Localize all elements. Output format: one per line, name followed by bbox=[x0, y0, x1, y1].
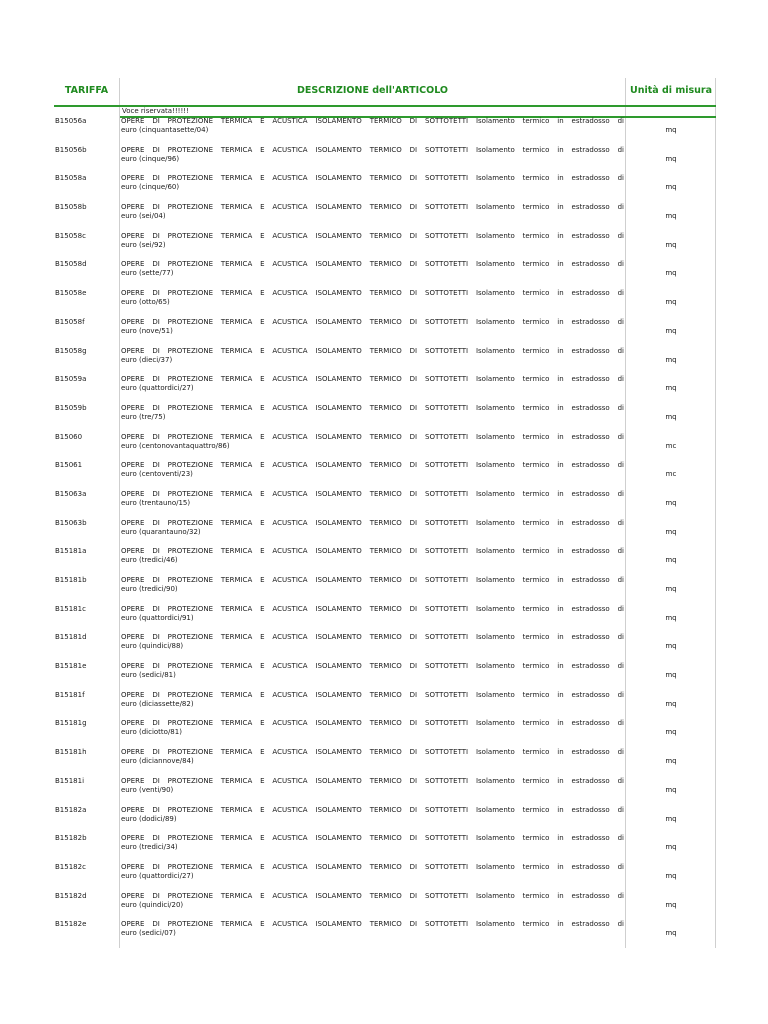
row-price-text: euro (centoventi/23) bbox=[121, 470, 193, 479]
table-row bbox=[54, 891, 716, 920]
row-description-text: OPERE DI PROTEZIONE TERMICA E ACUSTICA ISOLAMENTO TERMICO DI SOTTOTETTI Isolamento termico in estradosso di bbox=[121, 203, 624, 212]
row-price-text: euro (venti/90) bbox=[121, 785, 174, 794]
table-row bbox=[54, 145, 716, 174]
row-description-text: OPERE DI PROTEZIONE TERMICA E ACUSTICA ISOLAMENTO TERMICO DI SOTTOTETTI Isolamento termico in estradosso di bbox=[121, 518, 624, 527]
row-price-text: euro (otto/65) bbox=[121, 298, 170, 307]
row-code: B15181i bbox=[55, 776, 85, 785]
row-description bbox=[121, 576, 624, 594]
row-price-text: euro (quattordici/27) bbox=[121, 384, 194, 393]
row-unit: mq bbox=[665, 183, 677, 192]
row-description bbox=[121, 461, 624, 479]
row-price-text: euro (diciassette/82) bbox=[121, 699, 194, 708]
row-description-text: OPERE DI PROTEZIONE TERMICA E ACUSTICA ISOLAMENTO TERMICO DI SOTTOTETTI Isolamento termico in estradosso di bbox=[121, 174, 624, 183]
row-description-text: OPERE DI PROTEZIONE TERMICA E ACUSTICA ISOLAMENTO TERMICO DI SOTTOTETTI Isolamento termico in estradosso di bbox=[121, 719, 624, 728]
row-description-text: OPERE DI PROTEZIONE TERMICA E ACUSTICA ISOLAMENTO TERMICO DI SOTTOTETTI Isolamento termico in estradosso di bbox=[121, 776, 624, 785]
row-description-text: OPERE DI PROTEZIONE TERMICA E ACUSTICA ISOLAMENTO TERMICO DI SOTTOTETTI Isolamento termico in estradosso di bbox=[121, 117, 624, 125]
row-description bbox=[121, 203, 624, 221]
row-unit: mq bbox=[665, 384, 677, 393]
row-code: B15058a bbox=[55, 174, 87, 183]
row-price-text: euro (tredici/34) bbox=[121, 843, 178, 852]
row-code: B15181e bbox=[55, 662, 87, 671]
row-price-text: euro (nove/51) bbox=[121, 326, 173, 335]
row-unit: mq bbox=[665, 355, 677, 364]
table-row bbox=[54, 231, 716, 260]
row-code: B15056b bbox=[55, 145, 87, 154]
table-row bbox=[54, 432, 716, 461]
table-row bbox=[54, 116, 716, 145]
row-description-text: OPERE DI PROTEZIONE TERMICA E ACUSTICA ISOLAMENTO TERMICO DI SOTTOTETTI Isolamento termico in estradosso di bbox=[121, 604, 624, 613]
table-row bbox=[54, 403, 716, 432]
row-price-text: euro (sei/04) bbox=[121, 212, 166, 221]
row-description-text: OPERE DI PROTEZIONE TERMICA E ACUSTICA ISOLAMENTO TERMICO DI SOTTOTETTI Isolamento termico in estradosso di bbox=[121, 576, 624, 584]
row-description-text: OPERE DI PROTEZIONE TERMICA E ACUSTICA ISOLAMENTO TERMICO DI SOTTOTETTI Isolamento termico in estradosso di bbox=[121, 690, 624, 699]
row-description bbox=[121, 892, 624, 910]
row-description-text: OPERE DI PROTEZIONE TERMICA E ACUSTICA ISOLAMENTO TERMICO DI SOTTOTETTI Isolamento termico in estradosso di bbox=[121, 317, 624, 326]
row-code: B15059b bbox=[55, 403, 87, 412]
row-code: B15058g bbox=[55, 346, 87, 355]
row-code: B15056a bbox=[55, 117, 87, 125]
table-row bbox=[54, 518, 716, 547]
row-description-text: OPERE DI PROTEZIONE TERMICA E ACUSTICA ISOLAMENTO TERMICO DI SOTTOTETTI Isolamento termico in estradosso di bbox=[121, 403, 624, 412]
row-price-text: euro (cinque/96) bbox=[121, 154, 180, 163]
row-unit: mq bbox=[665, 498, 677, 507]
table-row bbox=[54, 862, 716, 891]
row-unit: mq bbox=[665, 212, 677, 221]
row-unit: mq bbox=[665, 929, 677, 938]
row-unit: mq bbox=[665, 269, 677, 278]
row-price-text: euro (diciannove/84) bbox=[121, 757, 194, 766]
row-code: B15059a bbox=[55, 375, 87, 384]
table-header bbox=[54, 78, 716, 106]
row-description-text: OPERE DI PROTEZIONE TERMICA E ACUSTICA ISOLAMENTO TERMICO DI SOTTOTETTI Isolamento termico in estradosso di bbox=[121, 920, 624, 929]
row-price-text: euro (cinquantasette/04) bbox=[121, 126, 209, 134]
table-row bbox=[54, 202, 716, 231]
table-row bbox=[54, 718, 716, 747]
table-row bbox=[54, 460, 716, 489]
row-unit: mq bbox=[665, 785, 677, 794]
row-description bbox=[121, 863, 624, 881]
row-description bbox=[121, 318, 624, 336]
row-unit: mq bbox=[665, 843, 677, 852]
row-unit: mq bbox=[665, 871, 677, 880]
row-description bbox=[121, 633, 624, 651]
row-description-text: OPERE DI PROTEZIONE TERMICA E ACUSTICA ISOLAMENTO TERMICO DI SOTTOTETTI Isolamento termico in estradosso di bbox=[121, 289, 624, 298]
row-unit: mq bbox=[665, 240, 677, 249]
row-description-text: OPERE DI PROTEZIONE TERMICA E ACUSTICA ISOLAMENTO TERMICO DI SOTTOTETTI Isolamento termico in estradosso di bbox=[121, 432, 624, 441]
row-code: B15058e bbox=[55, 289, 87, 298]
row-price-text: euro (sedici/81) bbox=[121, 671, 176, 680]
table-row bbox=[54, 919, 716, 948]
row-unit: mq bbox=[665, 728, 677, 737]
table-row bbox=[54, 288, 716, 317]
row-description bbox=[121, 662, 624, 680]
row-unit: mq bbox=[665, 126, 677, 134]
row-price-text: euro (trentauno/15) bbox=[121, 498, 191, 507]
row-code: B15060 bbox=[55, 432, 83, 441]
row-description bbox=[121, 490, 624, 508]
table-row bbox=[54, 632, 716, 661]
row-unit: mq bbox=[665, 298, 677, 307]
table-row bbox=[54, 776, 716, 805]
row-price-text: euro (quarantauno/32) bbox=[121, 527, 201, 536]
row-code: B15181g bbox=[55, 719, 87, 728]
row-code: B15063a bbox=[55, 489, 87, 498]
table-row bbox=[54, 374, 716, 403]
row-description bbox=[121, 347, 624, 365]
table-row bbox=[54, 661, 716, 690]
row-price-text: euro (quattordici/27) bbox=[121, 871, 194, 880]
row-code: B15181a bbox=[55, 547, 87, 556]
row-unit: mc bbox=[665, 441, 677, 450]
row-price-text: euro (tredici/90) bbox=[121, 585, 178, 593]
row-code: B15182c bbox=[55, 862, 86, 871]
row-price-text: euro (cinque/60) bbox=[121, 183, 180, 192]
row-price-text: euro (dieci/37) bbox=[121, 355, 173, 364]
row-description bbox=[121, 375, 624, 393]
row-code: B15181h bbox=[55, 748, 87, 757]
table-row bbox=[54, 805, 716, 834]
row-description bbox=[121, 174, 624, 192]
row-description bbox=[121, 433, 624, 451]
row-description bbox=[121, 117, 624, 135]
row-code: B15058d bbox=[55, 260, 87, 269]
row-description-text: OPERE DI PROTEZIONE TERMICA E ACUSTICA ISOLAMENTO TERMICO DI SOTTOTETTI Isolamento termico in estradosso di bbox=[121, 891, 624, 900]
header-unita-di-misura: Unità di misura bbox=[629, 85, 713, 96]
row-description bbox=[121, 605, 624, 623]
header-descrizione: DESCRIZIONE dell'ARTICOLO bbox=[296, 85, 449, 96]
row-unit: mq bbox=[665, 900, 677, 909]
row-description-text: OPERE DI PROTEZIONE TERMICA E ACUSTICA ISOLAMENTO TERMICO DI SOTTOTETTI Isolamento termico in estradosso di bbox=[121, 260, 624, 269]
row-description-text: OPERE DI PROTEZIONE TERMICA E ACUSTICA ISOLAMENTO TERMICO DI SOTTOTETTI Isolamento termico in estradosso di bbox=[121, 862, 624, 871]
row-code: B15182a bbox=[55, 805, 87, 814]
row-description bbox=[121, 777, 624, 795]
row-description-text: OPERE DI PROTEZIONE TERMICA E ACUSTICA ISOLAMENTO TERMICO DI SOTTOTETTI Isolamento termico in estradosso di bbox=[121, 805, 624, 814]
row-description bbox=[121, 547, 624, 565]
row-description bbox=[121, 920, 624, 938]
row-price-text: euro (tredici/46) bbox=[121, 556, 178, 565]
row-description-text: OPERE DI PROTEZIONE TERMICA E ACUSTICA ISOLAMENTO TERMICO DI SOTTOTETTI Isolamento termico in estradosso di bbox=[121, 231, 624, 240]
voce-riservata: Voce riservata!!!!!! bbox=[122, 107, 189, 115]
row-description bbox=[121, 719, 624, 737]
row-code: B15063b bbox=[55, 518, 87, 527]
row-code: B15182e bbox=[55, 920, 87, 929]
table-row bbox=[54, 604, 716, 633]
row-description-text: OPERE DI PROTEZIONE TERMICA E ACUSTICA ISOLAMENTO TERMICO DI SOTTOTETTI Isolamento termico in estradosso di bbox=[121, 346, 624, 355]
row-description bbox=[121, 404, 624, 422]
row-price-text: euro (quindici/20) bbox=[121, 900, 184, 909]
table-row bbox=[54, 173, 716, 202]
row-description-text: OPERE DI PROTEZIONE TERMICA E ACUSTICA ISOLAMENTO TERMICO DI SOTTOTETTI Isolamento termico in estradosso di bbox=[121, 461, 624, 470]
row-description bbox=[121, 806, 624, 824]
row-code: B15058b bbox=[55, 203, 87, 212]
price-list-sheet bbox=[54, 78, 716, 948]
row-unit: mq bbox=[665, 556, 677, 565]
row-description bbox=[121, 691, 624, 709]
row-code: B15182b bbox=[55, 834, 87, 843]
row-description-text: OPERE DI PROTEZIONE TERMICA E ACUSTICA ISOLAMENTO TERMICO DI SOTTOTETTI Isolamento termico in estradosso di bbox=[121, 662, 624, 671]
table-row bbox=[54, 259, 716, 288]
row-description-text: OPERE DI PROTEZIONE TERMICA E ACUSTICA ISOLAMENTO TERMICO DI SOTTOTETTI Isolamento termico in estradosso di bbox=[121, 375, 624, 384]
row-code: B15058c bbox=[55, 231, 86, 240]
row-description bbox=[121, 834, 624, 852]
table-body bbox=[54, 116, 716, 948]
row-price-text: euro (quattordici/91) bbox=[121, 613, 194, 622]
row-unit: mq bbox=[665, 326, 677, 335]
row-unit: mq bbox=[665, 699, 677, 708]
table-row bbox=[54, 747, 716, 776]
table-row bbox=[54, 575, 716, 604]
row-description bbox=[121, 289, 624, 307]
row-price-text: euro (centonovantaquattro/86) bbox=[121, 441, 230, 450]
table-row bbox=[54, 317, 716, 346]
table-row bbox=[54, 833, 716, 862]
row-price-text: euro (quindici/88) bbox=[121, 642, 184, 651]
row-code: B15181d bbox=[55, 633, 87, 642]
table-row bbox=[54, 690, 716, 719]
row-description-text: OPERE DI PROTEZIONE TERMICA E ACUSTICA ISOLAMENTO TERMICO DI SOTTOTETTI Isolamento termico in estradosso di bbox=[121, 547, 624, 556]
row-unit: mc bbox=[665, 470, 677, 479]
row-unit: mq bbox=[665, 154, 677, 163]
row-description-text: OPERE DI PROTEZIONE TERMICA E ACUSTICA ISOLAMENTO TERMICO DI SOTTOTETTI Isolamento termico in estradosso di bbox=[121, 748, 624, 757]
row-code: B15058f bbox=[55, 317, 85, 326]
row-unit: mq bbox=[665, 527, 677, 536]
row-unit: mq bbox=[665, 757, 677, 766]
row-price-text: euro (tre/75) bbox=[121, 412, 166, 421]
row-price-text: euro (sedici/07) bbox=[121, 929, 176, 938]
row-price-text: euro (dodici/89) bbox=[121, 814, 177, 823]
row-code: B15181b bbox=[55, 576, 87, 584]
row-unit: mq bbox=[665, 613, 677, 622]
row-code: B15181f bbox=[55, 690, 85, 699]
row-code: B15061 bbox=[55, 461, 83, 470]
row-unit: mq bbox=[665, 671, 677, 680]
row-code: B15181c bbox=[55, 604, 86, 613]
row-description bbox=[121, 519, 624, 537]
row-unit: mq bbox=[665, 585, 677, 593]
row-description-text: OPERE DI PROTEZIONE TERMICA E ACUSTICA ISOLAMENTO TERMICO DI SOTTOTETTI Isolamento termico in estradosso di bbox=[121, 633, 624, 642]
header-tariffa: TARIFFA bbox=[64, 85, 109, 96]
row-unit: mq bbox=[665, 814, 677, 823]
row-code: B15182d bbox=[55, 891, 87, 900]
table-row bbox=[54, 346, 716, 375]
row-description bbox=[121, 748, 624, 766]
row-unit: mq bbox=[665, 642, 677, 651]
row-unit: mq bbox=[665, 412, 677, 421]
row-description-text: OPERE DI PROTEZIONE TERMICA E ACUSTICA ISOLAMENTO TERMICO DI SOTTOTETTI Isolamento termico in estradosso di bbox=[121, 834, 624, 843]
row-price-text: euro (sei/92) bbox=[121, 240, 166, 249]
row-price-text: euro (diciotto/81) bbox=[121, 728, 182, 737]
row-description bbox=[121, 232, 624, 250]
row-description-text: OPERE DI PROTEZIONE TERMICA E ACUSTICA ISOLAMENTO TERMICO DI SOTTOTETTI Isolamento termico in estradosso di bbox=[121, 489, 624, 498]
row-description bbox=[121, 146, 624, 164]
row-description-text: OPERE DI PROTEZIONE TERMICA E ACUSTICA ISOLAMENTO TERMICO DI SOTTOTETTI Isolamento termico in estradosso di bbox=[121, 145, 624, 154]
table-row bbox=[54, 546, 716, 575]
row-description bbox=[121, 260, 624, 278]
table-row bbox=[54, 489, 716, 518]
row-price-text: euro (sette/77) bbox=[121, 269, 174, 278]
